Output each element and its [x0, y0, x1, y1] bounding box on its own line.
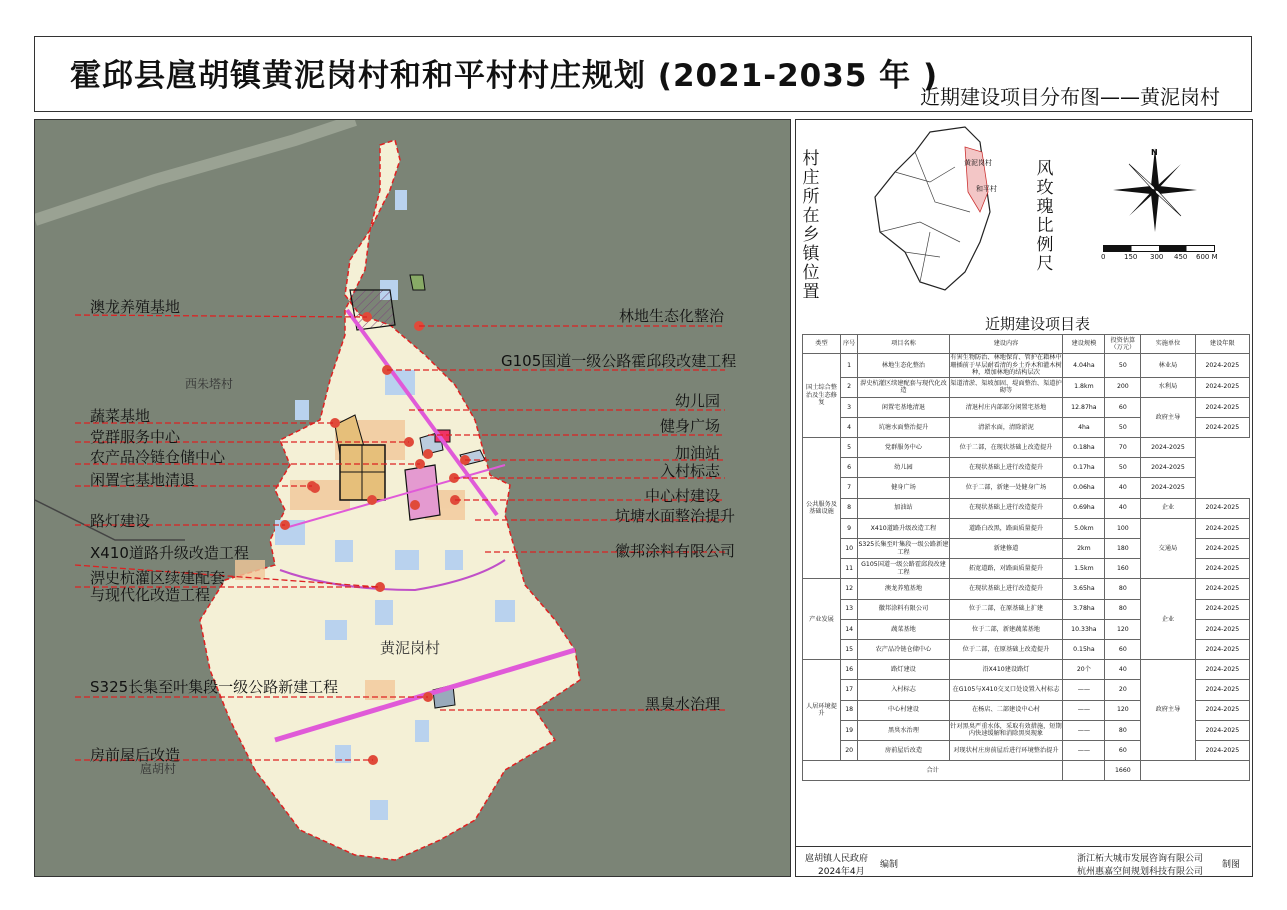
table-cell: 17	[840, 680, 857, 700]
table-cell: 水利局	[1141, 377, 1195, 397]
table-cell: 13	[840, 599, 857, 619]
header-cell: 投资估算（万元）	[1105, 335, 1141, 354]
scale-tick: 300	[1150, 253, 1164, 261]
map-panel[interactable]	[34, 119, 791, 877]
table-cell: 2024-2025	[1195, 660, 1249, 680]
scale-tick: 600 M	[1196, 253, 1218, 261]
table-cell: 18	[840, 700, 857, 720]
table-cell: 60	[1105, 397, 1141, 417]
table-cell: 4.04ha	[1063, 354, 1105, 378]
header-cell: 序号	[840, 335, 857, 354]
table-cell: 在杨店、二部建设中心村	[949, 700, 1063, 720]
rose-panel-label: 风玫瑰比例尺	[1036, 159, 1054, 274]
table-cell: 2024-2025	[1195, 559, 1249, 579]
scale-tick: 150	[1124, 253, 1138, 261]
table-cell: 2024-2025	[1195, 417, 1249, 437]
neighbor-village-label: 扈胡村	[140, 762, 177, 776]
table-cell: 房前屋后改造	[858, 740, 949, 760]
table-cell: 8	[840, 498, 857, 518]
table-cell: 20	[840, 740, 857, 760]
annotation: 加油站	[675, 444, 721, 462]
table-cell: 19	[840, 720, 857, 740]
table-cell: 入村标志	[858, 680, 949, 700]
annotation: 黑臭水治理	[645, 695, 721, 713]
table-cell: 2024-2025	[1195, 579, 1249, 599]
annotation: 健身广场	[660, 417, 721, 435]
annotation: 中心村建设	[645, 487, 721, 505]
unit-cell: 交通局	[1141, 518, 1195, 579]
table-cell: 2024-2025	[1141, 458, 1195, 478]
annotation: 坑塘水面整治提升	[615, 507, 736, 525]
unit-cell: 企业	[1141, 579, 1195, 660]
table-cell: 0.17ha	[1063, 458, 1105, 478]
table-cell: 0.18ha	[1063, 438, 1105, 458]
type-cell: 公共服务及基础设施	[803, 438, 841, 579]
type-cell: 产业发展	[803, 579, 841, 660]
table-cell: 0.06ha	[1063, 478, 1105, 498]
table-cell: 60	[1105, 740, 1141, 760]
table-cell: 12.87ha	[1063, 397, 1105, 417]
table-cell: 坑塘水面整治提升	[858, 417, 949, 437]
table-cell: 1.8km	[1063, 377, 1105, 397]
table-row	[803, 478, 1250, 498]
table-cell: 沿X410建设路灯	[949, 660, 1063, 680]
table-cell: G105国道一级公路霍邱段改建工程	[858, 559, 949, 579]
table-cell: 11	[840, 559, 857, 579]
table-cell: 160	[1105, 559, 1141, 579]
table-cell: 2024-2025	[1195, 700, 1249, 720]
total-empty	[1063, 761, 1105, 781]
annotation: 幼儿园	[675, 392, 721, 410]
table-cell: 2024-2025	[1195, 619, 1249, 639]
table-cell: 1.5km	[1063, 559, 1105, 579]
table-cell: 120	[1105, 700, 1141, 720]
header-cell: 类型	[803, 335, 841, 354]
table-cell: 2024-2025	[1141, 438, 1195, 458]
table-cell: 清退村庄内部部分闲置宅基地	[949, 397, 1063, 417]
table-cell: 12	[840, 579, 857, 599]
table-cell: 农产品冷链仓储中心	[858, 639, 949, 659]
table-cell: ——	[1063, 720, 1105, 740]
location-inset-map	[860, 122, 1030, 294]
table-cell: 60	[1105, 639, 1141, 659]
annotation: X410道路升级改造工程	[90, 544, 249, 562]
table-cell: 40	[1105, 478, 1141, 498]
table-cell: 9	[840, 518, 857, 538]
annotation: 淠史杭灌区续建配套	[90, 569, 226, 587]
annotation: 入村标志	[660, 462, 721, 480]
table-cell: 3.65ha	[1063, 579, 1105, 599]
table-cell: 2024-2025	[1195, 740, 1249, 760]
table-cell: 渠道清淤、渠坡加固、堤面整治、渠道护砌等	[949, 377, 1063, 397]
table-total-row	[803, 761, 1250, 781]
table-cell: ——	[1063, 700, 1105, 720]
table-cell: 在现状基础上进行改造提升	[949, 579, 1063, 599]
table-cell: 2	[840, 377, 857, 397]
table-row	[803, 518, 1250, 538]
table-cell: 位于二部，新建蔬菜基地	[949, 619, 1063, 639]
table-cell: 淠史杭灌区续建配套与现代化改造	[858, 377, 949, 397]
footer-made-by: 编制	[880, 860, 899, 870]
table-cell: 120	[1105, 619, 1141, 639]
table-cell: 14	[840, 619, 857, 639]
table-title: 近期建设项目表	[985, 315, 1091, 333]
table-cell: 40	[1105, 660, 1141, 680]
table-cell: ——	[1063, 740, 1105, 760]
scale-bar	[1103, 245, 1215, 252]
table-cell: 清淤水面，清除淤泥	[949, 417, 1063, 437]
header-cell: 建设规模	[1063, 335, 1105, 354]
table-cell: 80	[1105, 599, 1141, 619]
north-label: N	[1151, 148, 1158, 157]
table-cell: 2024-2025	[1195, 599, 1249, 619]
table-cell: S325长集至叶集段一级公路新建工程	[858, 539, 949, 559]
header-cell: 实施单位	[1141, 335, 1195, 354]
village-label: 黄泥岗村	[380, 639, 441, 657]
table-cell: 3.78ha	[1063, 599, 1105, 619]
table-row	[803, 397, 1250, 417]
table-cell: ——	[1063, 680, 1105, 700]
table-cell: 50	[1105, 417, 1141, 437]
annotation: 澳龙养殖基地	[90, 298, 181, 316]
footer-divider	[795, 846, 1251, 847]
table-cell: 20个	[1063, 660, 1105, 680]
table-cell: 180	[1105, 539, 1141, 559]
table-cell: 2024-2025	[1195, 377, 1249, 397]
table-cell: 新建修道	[949, 539, 1063, 559]
table-cell: 党群服务中心	[858, 438, 949, 458]
table-cell: 0.69ha	[1063, 498, 1105, 518]
table-cell: 徽邦涂料有限公司	[858, 599, 949, 619]
table-cell: 位于二部，在原基础上扩建	[949, 599, 1063, 619]
annotation: 房前屋后改造	[90, 746, 181, 764]
table-cell: 闲置宅基地清退	[858, 397, 949, 417]
table-header-row	[803, 335, 1250, 354]
scale-tick: 0	[1101, 253, 1106, 261]
table-row	[803, 458, 1250, 478]
table-cell: 5	[840, 438, 857, 458]
table-cell: 路灯建设	[858, 660, 949, 680]
table-row	[803, 498, 1250, 518]
header-cell: 建设年限	[1195, 335, 1249, 354]
table-cell: 林业局	[1141, 354, 1195, 378]
table-cell: 50	[1105, 354, 1141, 378]
table-cell: 200	[1105, 377, 1141, 397]
table-cell: 有害生物防治、林地保育、管护在籍林中珊插前于早层耐看清的乡土乔木和灌木树种，增加林地的结构层次	[950, 354, 1062, 376]
table-cell: 在现状基础上进行改造提升	[949, 458, 1063, 478]
annotation: 徽邦涂料有限公司	[615, 542, 736, 560]
table-cell: 拓宽道路，对路面质量提升	[949, 559, 1063, 579]
table-cell: 15	[840, 639, 857, 659]
table-cell: 中心村建设	[858, 700, 949, 720]
unit-cell: 政府主导	[1141, 397, 1195, 437]
table-cell: 2024-2025	[1195, 539, 1249, 559]
table-cell: 幼儿园	[858, 458, 949, 478]
location-panel-label: 村庄所在乡镇位置	[802, 149, 820, 302]
footer-company: 浙江柘大城市发展咨询有限公司	[1077, 854, 1204, 864]
annotation: G105国道一级公路霍邱段改建工程	[501, 352, 737, 370]
table-cell: 2024-2025	[1195, 680, 1249, 700]
type-cell: 人居环境提升	[803, 660, 841, 761]
annotation: 农产品冷链仓储中心	[90, 448, 226, 466]
table-cell: 10.33ha	[1063, 619, 1105, 639]
table-row	[803, 377, 1250, 397]
table-cell: 加油站	[858, 498, 949, 518]
table-cell: 2024-2025	[1195, 397, 1249, 417]
table-cell: 16	[840, 660, 857, 680]
table-cell: 澳龙养殖基地	[858, 579, 949, 599]
project-table	[802, 334, 1250, 781]
table-cell: 2024-2025	[1195, 639, 1249, 659]
neighbor-village-label: 西朱塔村	[185, 377, 234, 391]
table-cell: 对现状村庄房前屋后进行环境整治提升	[949, 740, 1063, 760]
annotation: 与现代化改造工程	[90, 586, 211, 604]
inset-label: 黄泥岗村	[964, 159, 992, 167]
annotation: 蔬菜基地	[90, 407, 151, 425]
scale-tick: 450	[1174, 253, 1188, 261]
total-empty	[1141, 761, 1250, 781]
table-cell: 蔬菜基地	[858, 619, 949, 639]
table-row	[803, 438, 1250, 458]
table-cell: 4	[840, 417, 857, 437]
table-cell: 2024-2025	[1195, 518, 1249, 538]
inset-label: 和平村	[976, 185, 997, 193]
table-cell: X410道路升级改造工程	[858, 518, 949, 538]
table-cell: 2km	[1063, 539, 1105, 559]
footer-org: 扈胡镇人民政府	[805, 854, 869, 864]
annotation: 路灯建设	[90, 512, 151, 530]
table-cell: 50	[1105, 458, 1141, 478]
table-cell: 2024-2025	[1141, 478, 1195, 498]
table-cell: 7	[840, 478, 857, 498]
table-cell: 位于二部，新建一处健身广场	[949, 478, 1063, 498]
table-cell: 0.15ha	[1063, 639, 1105, 659]
table-cell: 1	[840, 354, 857, 378]
table-cell: 80	[1105, 579, 1141, 599]
annotation: S325长集至叶集段一级公路新建工程	[90, 678, 339, 696]
footer-drawn: 制图	[1222, 860, 1241, 870]
table-row	[803, 354, 1250, 378]
table-cell: 在现状基础上进行改造提升	[949, 498, 1063, 518]
table-cell: 位于二部，在现状基础上改造提升	[949, 438, 1063, 458]
table-cell: 70	[1105, 438, 1141, 458]
footer-company: 杭州惠嘉空间规划科技有限公司	[1077, 867, 1204, 877]
table-cell: 林地生态化整治	[858, 354, 949, 378]
sub-title: 近期建设项目分布图——黄泥岗村	[920, 85, 1220, 109]
footer-date: 2024年4月	[818, 867, 865, 877]
table-cell: 3	[840, 397, 857, 417]
table-cell: 2024-2025	[1195, 498, 1249, 518]
table-cell: 6	[840, 458, 857, 478]
table-cell: 针对黑臭严重水体，采取有效措施，短期内快速缓解和消除黑臭现象	[949, 720, 1063, 740]
table-cell: 位于二部，在原基础上改造提升	[949, 639, 1063, 659]
main-title: 霍邱县扈胡镇黄泥岗村和和平村村庄规划 (2021-2035 年 )	[70, 58, 939, 94]
table-cell: 2024-2025	[1195, 354, 1249, 378]
total-label: 合计	[803, 761, 1063, 781]
table-cell: 健身广场	[858, 478, 949, 498]
total-value: 1660	[1105, 761, 1141, 781]
table-row	[803, 579, 1250, 599]
annotation: 闲置宅基地清退	[90, 471, 196, 489]
table-cell: 黑臭水治理	[858, 720, 949, 740]
header-cell: 建设内容	[949, 335, 1063, 354]
table-cell: 在G105与X410交叉口处设置入村标志	[949, 680, 1063, 700]
type-cell: 国土综合整治及生态修复	[803, 354, 841, 438]
table-cell: 80	[1105, 720, 1141, 740]
table-cell: 道路白改黑，路面质量提升	[949, 518, 1063, 538]
unit-cell: 政府主导	[1141, 660, 1195, 761]
table-cell: 2024-2025	[1195, 720, 1249, 740]
table-cell: 40	[1105, 498, 1141, 518]
table-row	[803, 660, 1250, 680]
annotation: 党群服务中心	[90, 428, 181, 446]
header-cell: 项目名称	[858, 335, 949, 354]
table-cell: 5.0km	[1063, 518, 1105, 538]
annotation: 林地生态化整治	[619, 307, 725, 325]
table-cell: 企业	[1141, 498, 1195, 518]
table-cell: 100	[1105, 518, 1141, 538]
table-cell: 4ha	[1063, 417, 1105, 437]
table-cell: 10	[840, 539, 857, 559]
table-cell: 20	[1105, 680, 1141, 700]
